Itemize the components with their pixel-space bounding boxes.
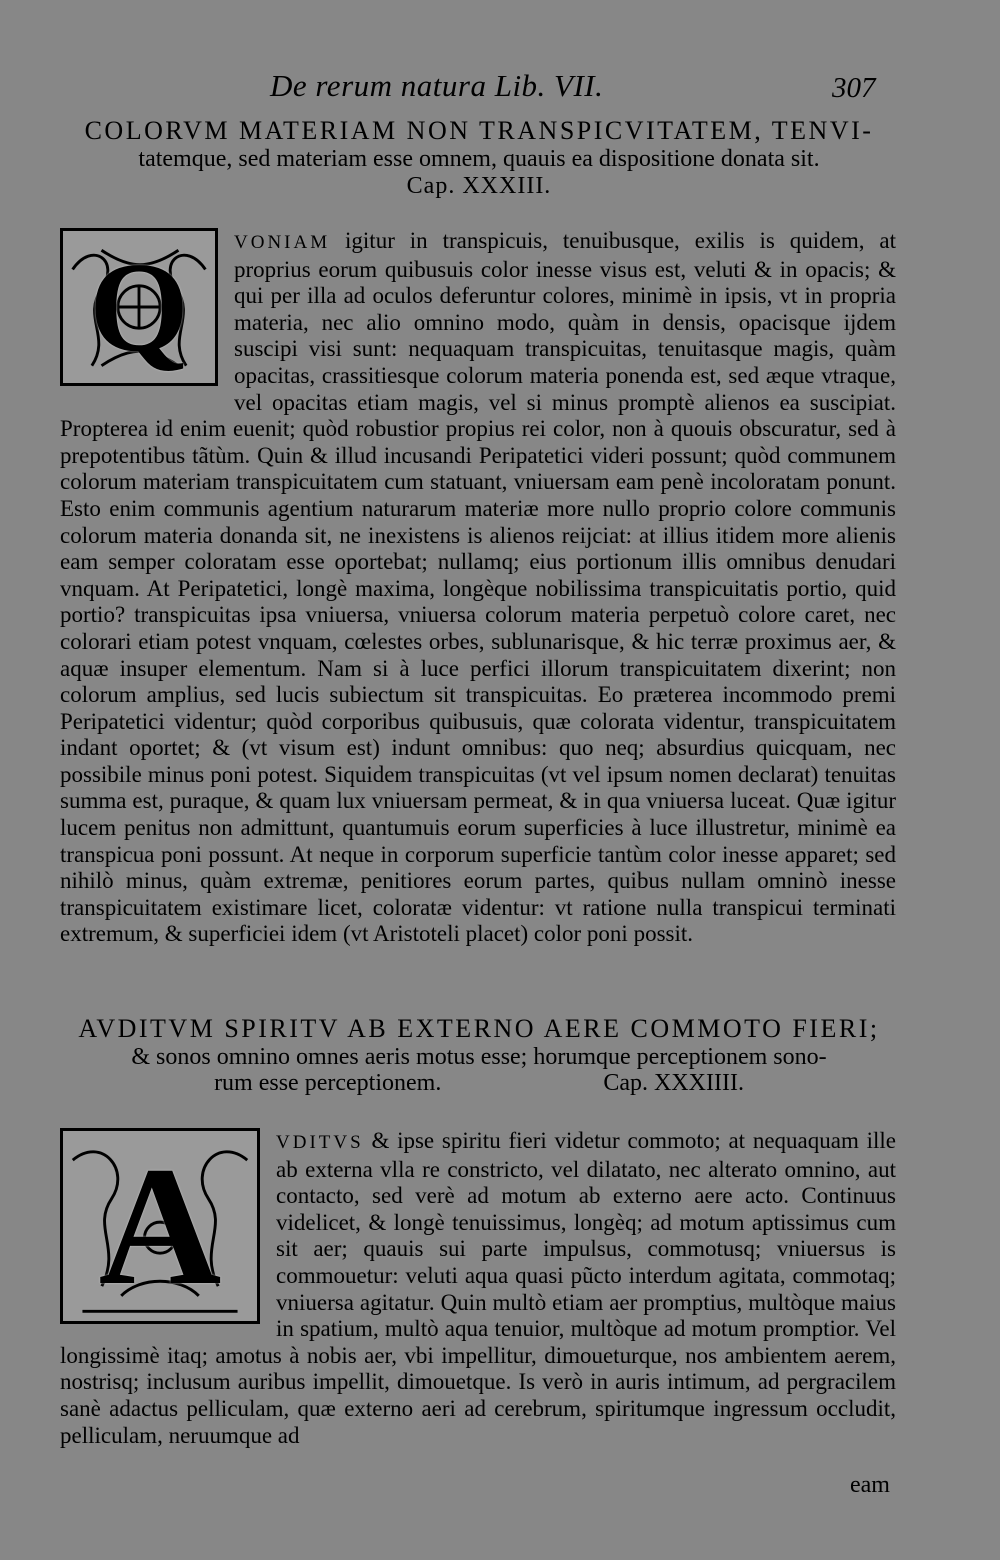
catchword: eam [850,1472,890,1498]
chapter-33-title-caps: COLORVM MATERIAM NON TRANSPICVITATEM, TENVI- [84,116,874,145]
chapter-34-heading [60,1014,898,1096]
chapter-34-title-line-2 [60,1070,898,1096]
chapter-33-number: Cap. XXXIII. [406,173,552,199]
running-title: De rerum natura Lib. VII. [270,68,604,103]
chapter-34-body [60,1128,896,1478]
chapter-33-first-word: VONIAM [234,232,331,253]
chapter-34-title-line-1: & sonos omnino omnes aeris motus esse; horumque perceptionem sono- [131,1044,827,1070]
chapter-34-title-line-2-text: rum esse perceptionem. [214,1070,442,1096]
decorated-initial-a [60,1128,260,1324]
chapter-34-first-word: VDITVS [276,1132,364,1153]
chapter-33-title-line: tatemque, sed materiam esse omnem, quauis ea dispositione donata sit. [138,146,820,172]
decorated-initial-q [60,228,218,386]
chapter-33-heading [60,116,898,200]
initial-letter: A [98,1132,222,1320]
initial-letter: Q [89,236,189,378]
chapter-34-text: & ipse spiritu fieri videtur commoto; at nequaquam ille ab externa vlla re constricto, vel dilatato, nec alterato omnino, aut contacto, sed verè ad motum ab externo aere acto. Continuus videlicet, & longè tenuissimus, longèq; ad motum aptissimus cum sit aer; quauis sui parte impulsus, commotusq; vniuersus is commouetur: veluti aqua quasi pũcto interdum agitata, commotaq; vniuersa agitatur. Quin multò etiam aer promptius, multòque maius in spatium, multò aqua tenuior, multòque ad motum promptior. Vel longissimè itaq; amotus à nobis aer, vbi impellitur, dimoueturque, nos ambientem aerem, nostrisq; inclusum auribus impellit, dimouetque. Is verò in auris intimum, ad pergracilem sanè adactus pelliculam, quæ externo aeri ad cerebrum, spiritumque ingressum occludit, pelliculam, neruumque ad [60,1128,896,1448]
chapter-33-text: igitur in transpicuis, tenuibusque, exilis is quidem, at proprius eorum quibusuis color inesse visus est, veluti & in opacis; & qui per illa ad oculos deferuntur colores, minimè in ipsis, vt in propria materia, nec alio omnino modo, quàm in densis, opacisque ijdem suscipi visi sunt: nequaquam transpicuitas, tenuitasque magis, quàm opacitas, crassitiesque colorum materia ponenda est, sed æque vtraque, vel opacitas etiam magis, vel si minus promptè alienos ea suscipiat. Propterea id enim euenit; quòd robustior propius rei color, non à quouis obscuratur, sed à prepotentibus tãtùm. Quin & illud incusandi Peripatetici videri possunt; quòd communem colorum materiam transpicuitatem cum statuant, vniuersam eam penè incoloratam ponunt. Esto enim communis agentium naturarum materiæ more nullo proprio colore communis colorum materia donanda sit, ne inexistens is alienos reijciat: at illius itidem more alienis eam semper coloratam esse oportebat; nullamq; eius portionum illis omnibus denudari vnquam. At Peripatetici, longè maxima, longèque nobilissima transpicuitatis portio, quid portio? transpicuitas ipsa vniuersa, vniuersa colorum materia perpetuò colore caret, nec colorari etiam potest vnquam, cœlestes orbes, sublunarisque, & hic terræ proximus aer, & aquæ insuper elementum. Nam si à luce perfici illorum transpicuitatem dixerint; non colorum amplius, sed lucis subiectum sit transpicuitas. Eo præterea incommodo premi Peripatetici videntur; quòd corporibus quibusuis, quæ colorata videntur, transpicuitatem indant oportet; & (vt visum est) indunt omnibus: quo neq; absurdius quicquam, nec possibile minus poni potest. Siquidem transpicuitas (vt vel ipsum nomen declarat) tenuitas summa est, puraque, & quam lux vniuersam permeat, & in qua vniuersa luceat. Quæ igitur lucem penitus non admittunt, quantumuis eorum superficies à luce illustretur, minimè ea transpicua poni possunt. At neque in corporum superficie tantùm color inesse apparet; sed nihilò minus, quàm extremæ, penitiores eorum partes, quibus nullam omninò inesse transpicuitatem existimare licet, coloratæ videntur: vt ratione nulla transpicui terminati extremum, & superficiei idem (vt Aristoteli placet) color poni possit. [60,228,896,947]
chapter-34-number: Cap. XXXIIII. [603,1070,744,1096]
chapter-33-body [60,228,896,998]
running-header [0,62,1000,110]
chapter-34-title-caps: AVDITVM SPIRITV AB EXTERNO AERE COMMOTO FIERI; [78,1014,880,1043]
page-number: 307 [832,72,876,104]
